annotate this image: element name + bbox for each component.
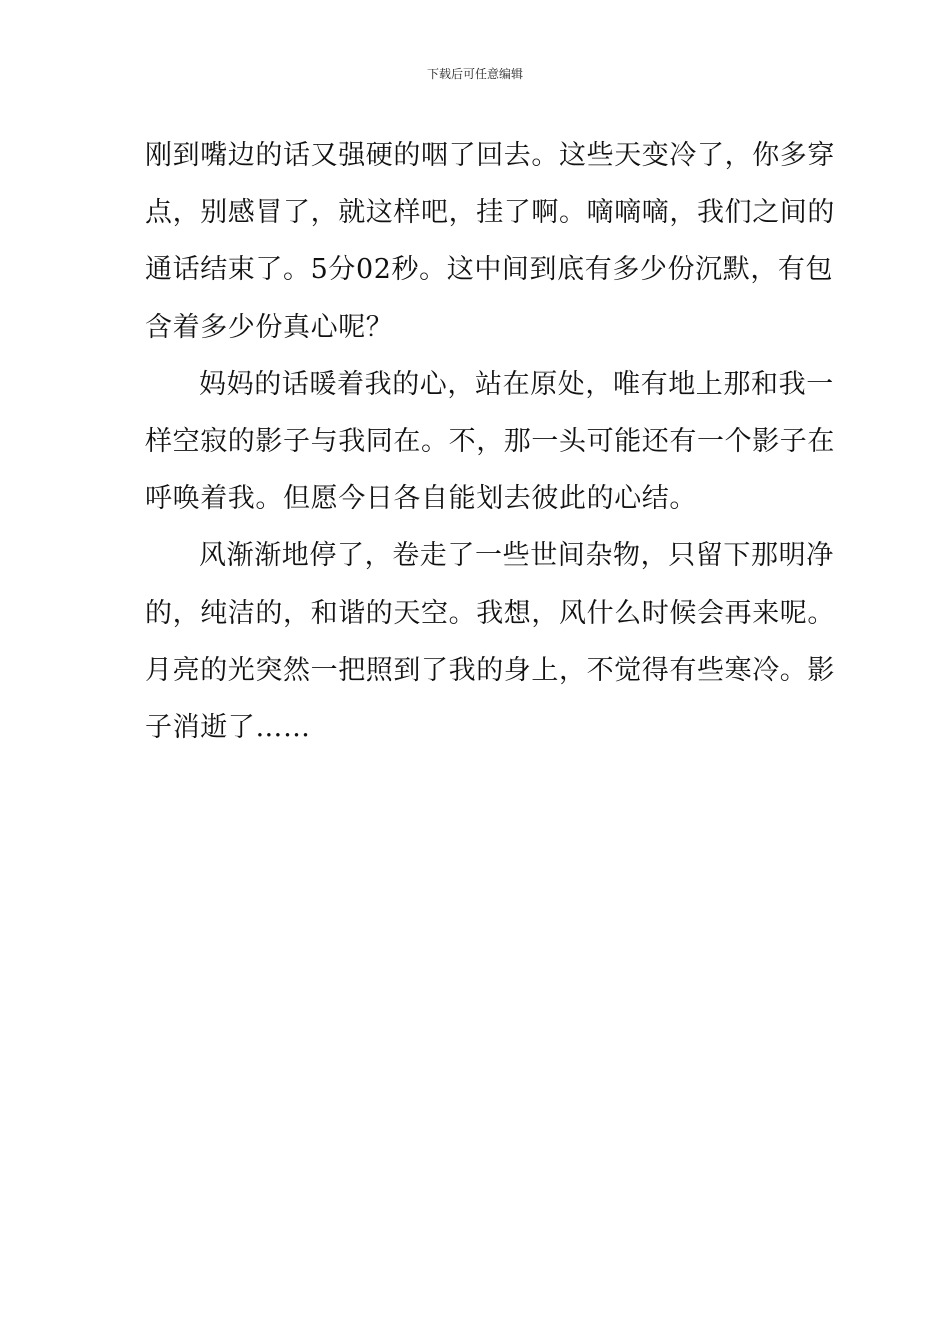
text-line: 点，别感冒了，就这样吧，挂了啊。嘀嘀嘀，我们之间的	[145, 197, 835, 229]
paragraph-first-line: 妈妈的话暖着我的心，站在原处，唯有地上那和我一	[199, 368, 834, 400]
paragraph-first-line: 风渐渐地停了，卷走了一些世间杂物，只留下那明净	[199, 540, 834, 572]
text-line: 子消逝了……	[145, 711, 311, 743]
text-line: 样空寂的影子与我同在。不，那一头可能还有一个影子在	[145, 425, 835, 457]
text-line: 的，纯洁的，和谐的天空。我想，风什么时候会再来呢。	[145, 597, 835, 629]
text-line: 含着多少份真心呢？	[145, 311, 394, 343]
text-line: 月亮的光突然一把照到了我的身上，不觉得有些寒冷。影	[145, 654, 835, 686]
text-line: 呼唤着我。但愿今日各自能划去彼此的心结。	[145, 483, 697, 515]
text-line: 通话结束了。5分02秒。这中间到底有多少份沉默，有包	[145, 254, 834, 286]
page-header: 下载后可任意编辑	[426, 67, 523, 81]
text-line: 刚到嘴边的话又强硬的咽了回去。这些天变冷了，你多穿	[145, 140, 835, 171]
document-body	[145, 127, 835, 756]
